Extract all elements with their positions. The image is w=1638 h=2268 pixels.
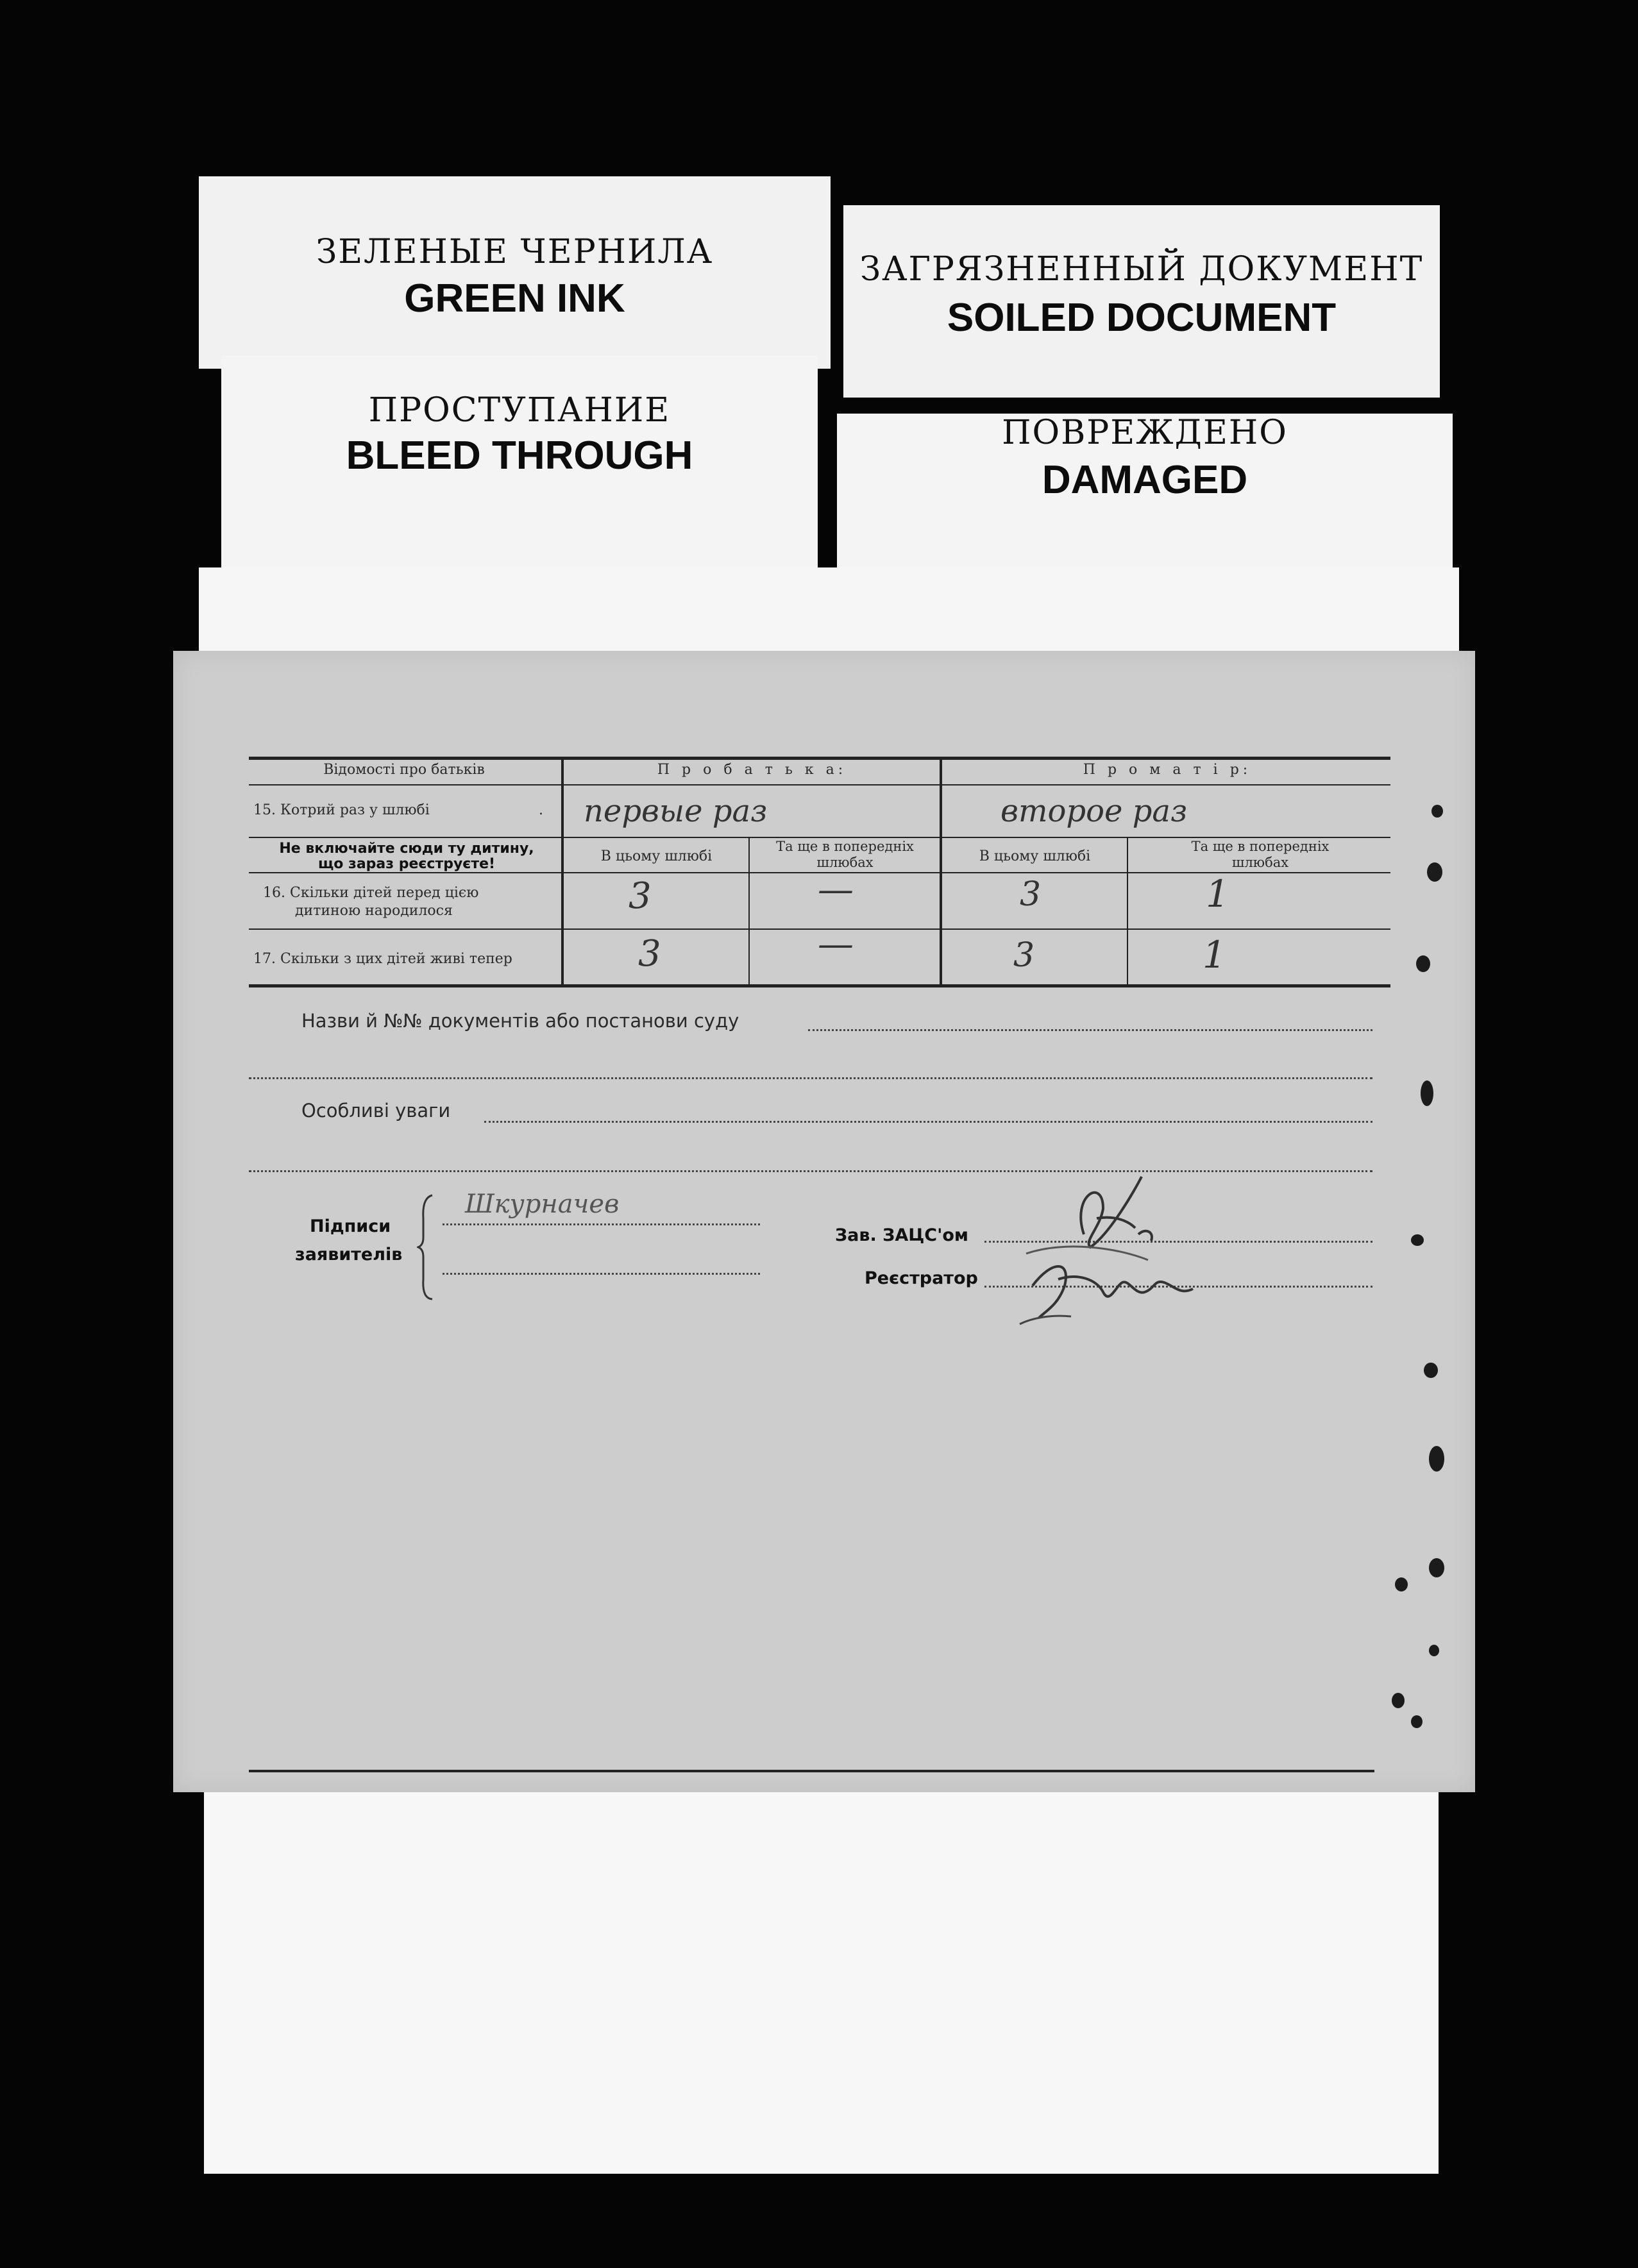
bleed-label-en: BLEED THROUGH bbox=[346, 433, 693, 478]
backing-sheet-top bbox=[199, 567, 1459, 657]
table-col-divider-4 bbox=[1127, 837, 1128, 986]
row15-mother-handwriting: второе раз bbox=[1001, 793, 1188, 829]
subheader-father-prev-2: шлюбах bbox=[816, 855, 874, 870]
page-bottom-rule bbox=[249, 1770, 1374, 1772]
documents-dotted-line-2 bbox=[249, 1077, 1372, 1079]
row16-mother-this: 3 bbox=[1020, 875, 1042, 914]
table-col-divider-2 bbox=[748, 837, 750, 986]
subheader-note-line1: Не включайте сюди ту дитину, bbox=[279, 841, 534, 857]
registry-form-page bbox=[173, 651, 1475, 1792]
row17-mother-prev: 1 bbox=[1203, 933, 1226, 977]
damage-hole bbox=[1429, 1558, 1444, 1577]
header-about-mother: П р о м а т і р: bbox=[1083, 762, 1252, 778]
notes-dotted-line-1 bbox=[484, 1121, 1372, 1123]
row16-mother-prev: 1 bbox=[1206, 872, 1229, 916]
header-parents-info: Відомості про батьків bbox=[323, 762, 485, 778]
damage-hole bbox=[1421, 1080, 1433, 1106]
damage-hole bbox=[1429, 1446, 1444, 1472]
table-header-rule bbox=[249, 784, 1390, 785]
green-ink-label-en: GREEN INK bbox=[404, 276, 625, 321]
damage-hole bbox=[1429, 1645, 1439, 1656]
damaged-label-en: DAMAGED bbox=[1042, 458, 1248, 502]
signatures-label-line1: Підписи bbox=[310, 1216, 391, 1236]
subheader-mother-this-marriage: В цьому шлюбі bbox=[979, 848, 1091, 864]
row17-label: 17. Скільки з цих дітей живі тепер bbox=[253, 951, 512, 967]
head-label: Зав. ЗАЦС'ом bbox=[835, 1225, 968, 1245]
row17-mother-this: 3 bbox=[1013, 936, 1035, 975]
subheader-father-prev-1: Та ще в попередніх bbox=[776, 839, 914, 854]
table-col-divider-3 bbox=[940, 757, 942, 986]
damage-hole bbox=[1392, 1693, 1405, 1708]
damage-hole bbox=[1427, 862, 1442, 882]
damage-hole bbox=[1424, 1363, 1438, 1378]
applicant-sign-line-1 bbox=[443, 1223, 760, 1225]
table-row15-rule bbox=[249, 837, 1390, 838]
row16-label-line2: дитиною народилося bbox=[295, 903, 453, 919]
applicant-signature: Шкурначев bbox=[465, 1189, 620, 1219]
bleed-label-ru: ПРОСТУПАНИЕ bbox=[368, 391, 671, 430]
table-bottom-rule bbox=[249, 984, 1390, 987]
subheader-father-this-marriage: В цьому шлюбі bbox=[600, 848, 713, 864]
table-top-rule bbox=[249, 757, 1390, 760]
row15-father-handwriting: первые раз bbox=[584, 793, 768, 829]
row16-father-prev: — bbox=[818, 869, 854, 911]
soiled-label-ru: ЗАГРЯЗНЕННЫЙ ДОКУМЕНТ bbox=[859, 250, 1424, 289]
documents-dotted-line-1 bbox=[808, 1029, 1372, 1031]
damage-hole bbox=[1431, 805, 1443, 818]
row17-father-prev: — bbox=[818, 923, 854, 965]
subheader-mother-prev-2: шлюбах bbox=[1231, 855, 1289, 870]
row17-father-this: 3 bbox=[638, 933, 661, 975]
signatures-brace bbox=[417, 1193, 436, 1302]
damage-hole bbox=[1395, 1577, 1408, 1592]
registrar-label: Реєстратор bbox=[865, 1268, 978, 1288]
backing-sheet-bottom bbox=[204, 1783, 1439, 2174]
green-ink-label-ru: ЗЕЛЕНЫЕ ЧЕРНИЛА bbox=[316, 233, 714, 271]
subheader-note-line2: що зараз реєструєте! bbox=[317, 856, 496, 872]
row16-label-line1: 16. Скільки дітей перед цією bbox=[263, 885, 479, 901]
damage-hole bbox=[1416, 955, 1430, 972]
applicant-sign-line-2 bbox=[443, 1273, 760, 1275]
green-ink-label-card bbox=[199, 176, 831, 369]
notes-label: Особливі уваги bbox=[301, 1100, 451, 1121]
bleed-through-label-card bbox=[221, 356, 818, 567]
row15-dot: . bbox=[539, 802, 543, 818]
soiled-label-en: SOILED DOCUMENT bbox=[947, 296, 1337, 340]
official-signatures bbox=[988, 1157, 1219, 1343]
damage-hole bbox=[1411, 1715, 1423, 1728]
damaged-label-ru: ПОВРЕЖДЕНО bbox=[1002, 414, 1288, 452]
signatures-label-line2: заявителів bbox=[295, 1245, 403, 1264]
soiled-document-label-card bbox=[843, 205, 1440, 398]
header-about-father: П р о б а т ь к а: bbox=[657, 762, 847, 778]
documents-label: Назви й №№ документів або постанови суду bbox=[301, 1010, 739, 1032]
row16-father-this: 3 bbox=[629, 875, 652, 917]
table-col-divider-1 bbox=[561, 757, 564, 986]
damaged-label-card bbox=[837, 414, 1453, 567]
row15-label: 15. Котрий раз у шлюбі bbox=[253, 802, 430, 818]
damage-hole bbox=[1411, 1234, 1424, 1246]
subheader-mother-prev-1: Та ще в попередніх bbox=[1191, 839, 1330, 854]
